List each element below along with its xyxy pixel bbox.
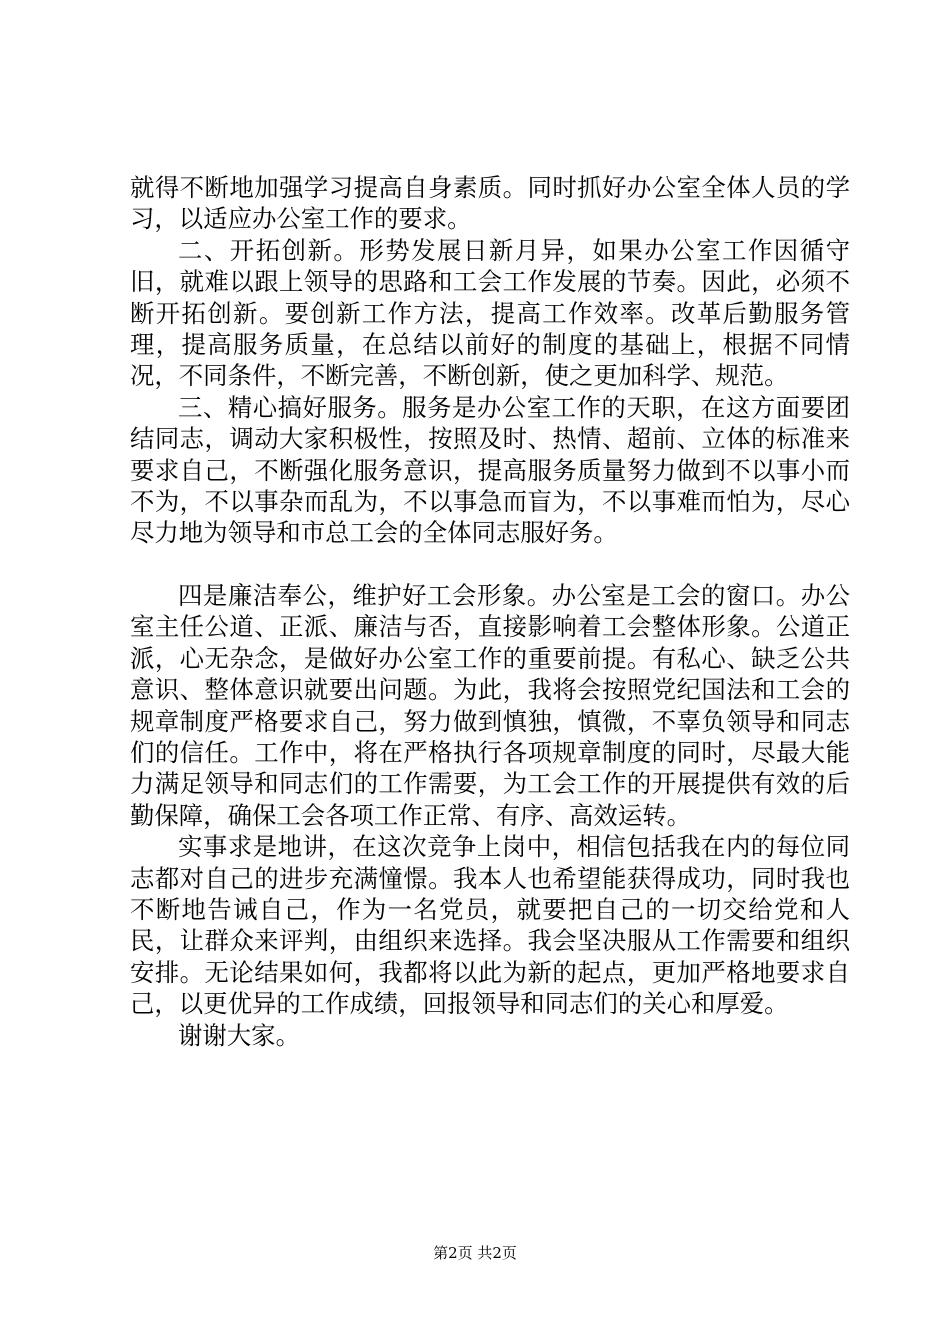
paragraph-integrity: 四是廉洁奉公，维护好工会形象。办公室是工会的窗口。办公室主任公道、正派、廉洁与否，直接影响着工会整体形象。公道正派，心无杂念，是做好办公室工作的重要前提。有私心、缺乏公共意识、整体意识就要出问题。为此，我将会按照党纪国法和工会的规章制度严格要求自己，努力做到慎独，慎微，不辜负领导和同志们的信任。工作中，将在严格执行各项规章制度的同时，尽最大能力满足领导和同志们的工作需要，为工会工作的开展提供有效的后勤保障，确保工会各项工作正常、有序、高效运转。 — [130, 580, 850, 830]
paragraph-thanks: 谢谢大家。 — [178, 1020, 300, 1050]
page-number-footer: 第2页 共2页 — [433, 1244, 517, 1262]
paragraph-closing: 实事求是地讲，在这次竞争上岗中，相信包括我在内的每位同志都对自己的进步充满憧憬。我本人也希望能获得成功，同时我也不断地告诫自己，作为一名党员，就要把自己的一切交给党和人民，让群众来评判，由组织来选择。我会坚决服从工作需要和组织安排。无论结果如何，我都将以此为新的起点，更加严格地要求自己，以更优异的工作成绩，回报领导和同志们的关心和厚爱。 — [130, 832, 850, 1019]
paragraph-service: 三、精心搞好服务。服务是办公室工作的天职，在这方面要团结同志，调动大家积极性，按照及时、热情、超前、立体的标准来要求自己，不断强化服务意识，提高服务质量努力做到不以事小而不为，不以事杂而乱为，不以事急而盲为，不以事难而怕为，尽心尽力地为领导和市总工会的全体同志服好务。 — [130, 392, 850, 548]
document-body — [130, 172, 850, 1051]
paragraph-continuation: 就得不断地加强学习提高自身素质。同时抓好办公室全体人员的学习，以适应办公室工作的要求。 — [130, 173, 850, 234]
paragraph-innovation: 二、开拓创新。形势发展日新月异，如果办公室工作因循守旧，就难以跟上领导的思路和工会工作发展的节奏。因此，必须不断开拓创新。要创新工作方法，提高工作效率。改革后勤服务管理，提高服务质量，在总结以前好的制度的基础上，根据不同情况，不同条件，不断完善，不断创新，使之更加科学、规范。 — [130, 235, 850, 391]
